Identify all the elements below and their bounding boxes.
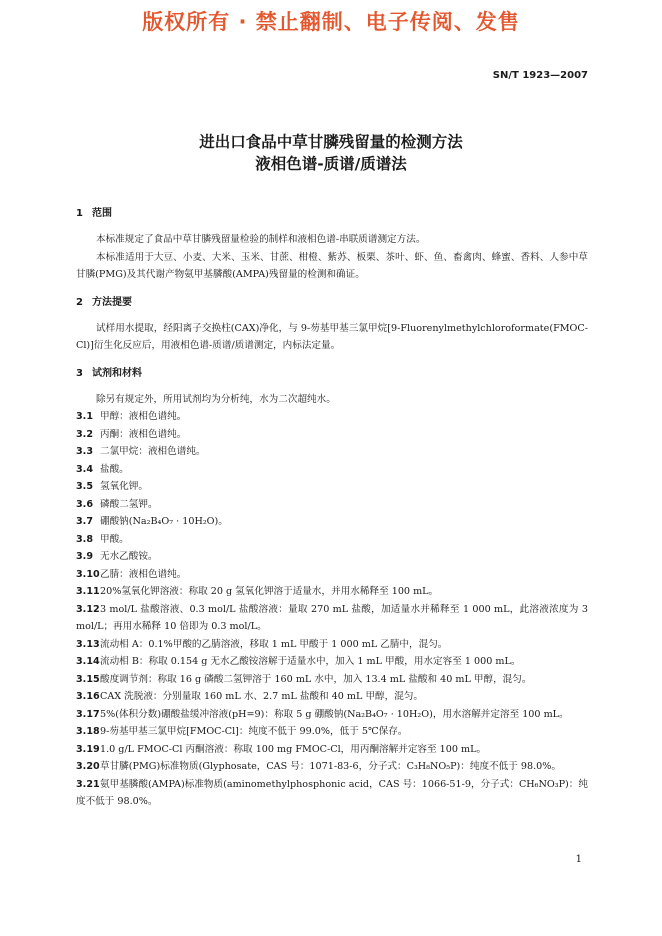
item-text: 甲酸。 (100, 533, 129, 545)
item-number: 3.4 (76, 463, 93, 475)
item-text: 流动相 A：0.1%甲酸的乙腈溶液，移取 1 mL 甲酸于 1 000 mL 乙腈中，混匀。 (100, 638, 448, 650)
item-text: 氨甲基膦酸(AMPA)标准物质(aminomethylphosphonic acid，CAS 号：1066-51-9，分子式：CH₆NO₃P)：纯度不低于 98.0%。 (76, 778, 588, 807)
item-text: 无水乙酸铵。 (100, 551, 158, 562)
paragraph: 试样用水提取，经阳离子交换柱(CAX)净化，与 9-芴基甲基三氯甲烷[9-Fluorenylmethylchloroformate(FMOC-Cl)]衍生化反应后，用液相色谱-质谱/质谱测定，内标法定量。 (76, 322, 588, 351)
item-number: 3.8 (76, 533, 93, 545)
reagent-item (76, 548, 588, 566)
paragraph: 除另有规定外，所用试剂均为分析纯，水为二次超纯水。 (96, 393, 336, 405)
reagent-item (76, 741, 588, 759)
item-number: 3.6 (76, 498, 93, 510)
item-text: 氢氧化钾。 (100, 481, 148, 492)
item-number: 3.16 (76, 691, 100, 702)
reagent-item (76, 443, 588, 461)
item-text: 甲醇：液相色谱纯。 (100, 411, 187, 422)
item-number: 3.21 (76, 778, 100, 790)
reagent-item (76, 636, 588, 654)
item-number: 3.19 (76, 743, 100, 755)
item-text: 1.0 g/L FMOC-Cl 丙酮溶液：称取 100 mg FMOC-Cl，用丙酮溶解并定容至 100 mL。 (100, 743, 487, 755)
document-title: 进出口食品中草甘膦残留量的检测方法 (199, 133, 463, 151)
section-heading-reagents (76, 367, 588, 381)
reagent-list (76, 408, 588, 811)
reagent-item (76, 776, 588, 811)
item-number: 3.2 (76, 428, 93, 440)
reagent-item (76, 566, 588, 584)
reagent-item (76, 461, 588, 479)
item-text: 乙腈：液相色谱纯。 (100, 568, 187, 580)
section-title: 范围 (92, 208, 112, 219)
item-text: 草甘膦(PMG)标准物质(Glyphosate，CAS 号：1071-83-6，分子式：C₃H₈NO₅P)：纯度不低于 98.0%。 (100, 761, 561, 772)
item-text: 流动相 B：称取 0.154 g 无水乙酸铵溶解于适量水中，加入 1 mL 甲酸，用水定容至 1 000 mL。 (100, 656, 521, 667)
reagent-item (76, 426, 588, 444)
reagent-item (76, 758, 588, 776)
item-number: 3.14 (76, 656, 100, 667)
item-text: 酸度调节剂：称取 16 g 磷酸二氢钾溶于 160 mL 水中，加入 13.4 mL 盐酸和 40 mL 甲醇，混匀。 (100, 673, 532, 685)
reagent-item (76, 653, 588, 671)
item-text: 5%(体积分数)硼酸盐缓冲溶液(pH=9)：称取 5 g 硼酸钠(Na₂B₄O₇ · 10H₂O)，用水溶解并定溶至 100 mL。 (100, 708, 569, 720)
reagent-item (76, 496, 588, 514)
item-text: 二氯甲烷：液相色谱纯。 (100, 446, 206, 457)
paragraph: 本标准规定了食品中草甘膦残留量检验的制样和液相色谱-串联质谱测定方法。 (96, 234, 426, 245)
reagent-item (76, 601, 588, 636)
reagent-item (76, 478, 588, 496)
item-text: 盐酸。 (100, 463, 129, 475)
item-number: 3.12 (76, 603, 100, 615)
document-body (76, 207, 588, 811)
item-text: 20%氢氧化钾溶液：称取 20 g 氢氧化钾溶于适量水，并用水稀释至 100 mL。 (100, 586, 439, 597)
item-text: 磷酸二氢钾。 (100, 498, 158, 510)
section-heading-principle (76, 296, 588, 310)
section-title: 方法提要 (92, 296, 132, 308)
item-text: 丙酮：液相色谱纯。 (100, 428, 187, 440)
page-number: 1 (575, 854, 582, 865)
section-heading-scope (76, 207, 588, 221)
item-number: 3.11 (76, 586, 100, 597)
item-number: 3.1 (76, 411, 93, 422)
item-number: 3.15 (76, 673, 100, 685)
copyright-watermark: 版权所有 · 禁止翻制、电子传阅、发售 (142, 10, 520, 34)
item-number: 3.20 (76, 761, 100, 772)
reagent-item (76, 513, 588, 531)
paragraph: 本标准适用于大豆、小麦、大米、玉米、甘蔗、柑橙、紫苏、板栗、茶叶、虾、鱼、畜禽肉、蜂蜜、香料、人参中草甘膦(PMG)及其代谢产物氨甲基膦酸(AMPA)残留量的检测和确证。 (76, 251, 588, 280)
reagent-item (76, 723, 588, 741)
item-number: 3.7 (76, 516, 93, 527)
reagent-item (76, 688, 588, 706)
item-text: 9-芴基甲基三氯甲烷[FMOC-Cl]：纯度不低于 99.0%，低于 5℃保存。 (100, 726, 408, 737)
reagent-item (76, 408, 588, 426)
item-number: 3.9 (76, 551, 93, 562)
item-text: 3 mol/L 盐酸溶液、0.3 mol/L 盐酸溶液：量取 270 mL 盐酸，加适量水并稀释至 1 000 mL，此溶液浓度为 3 mol/L；再用水稀释 10 倍即为 0.3 mol/L。 (76, 603, 588, 632)
item-number: 3.13 (76, 638, 100, 650)
item-number: 3.18 (76, 726, 100, 737)
reagent-item (76, 583, 588, 601)
item-text: 硼酸钠(Na₂B₄O₇ · 10H₂O)。 (100, 516, 228, 527)
item-number: 3.17 (76, 708, 100, 720)
reagent-item (76, 671, 588, 689)
reagent-item (76, 706, 588, 724)
standard-code: SN/T 1923—2007 (492, 70, 588, 81)
item-number: 3.3 (76, 446, 93, 457)
document-subtitle: 液相色谱-质谱/质谱法 (255, 155, 407, 173)
item-number: 3.10 (76, 568, 100, 580)
item-number: 3.5 (76, 481, 93, 492)
item-text: CAX 洗脱液：分别量取 160 mL 水、2.7 mL 盐酸和 40 mL 甲醇，混匀。 (100, 691, 424, 702)
reagent-item (76, 531, 588, 549)
section-title: 试剂和材料 (92, 367, 142, 379)
section-number: 3 (76, 367, 83, 379)
section-number: 2 (76, 296, 83, 308)
section-number: 1 (76, 208, 83, 219)
